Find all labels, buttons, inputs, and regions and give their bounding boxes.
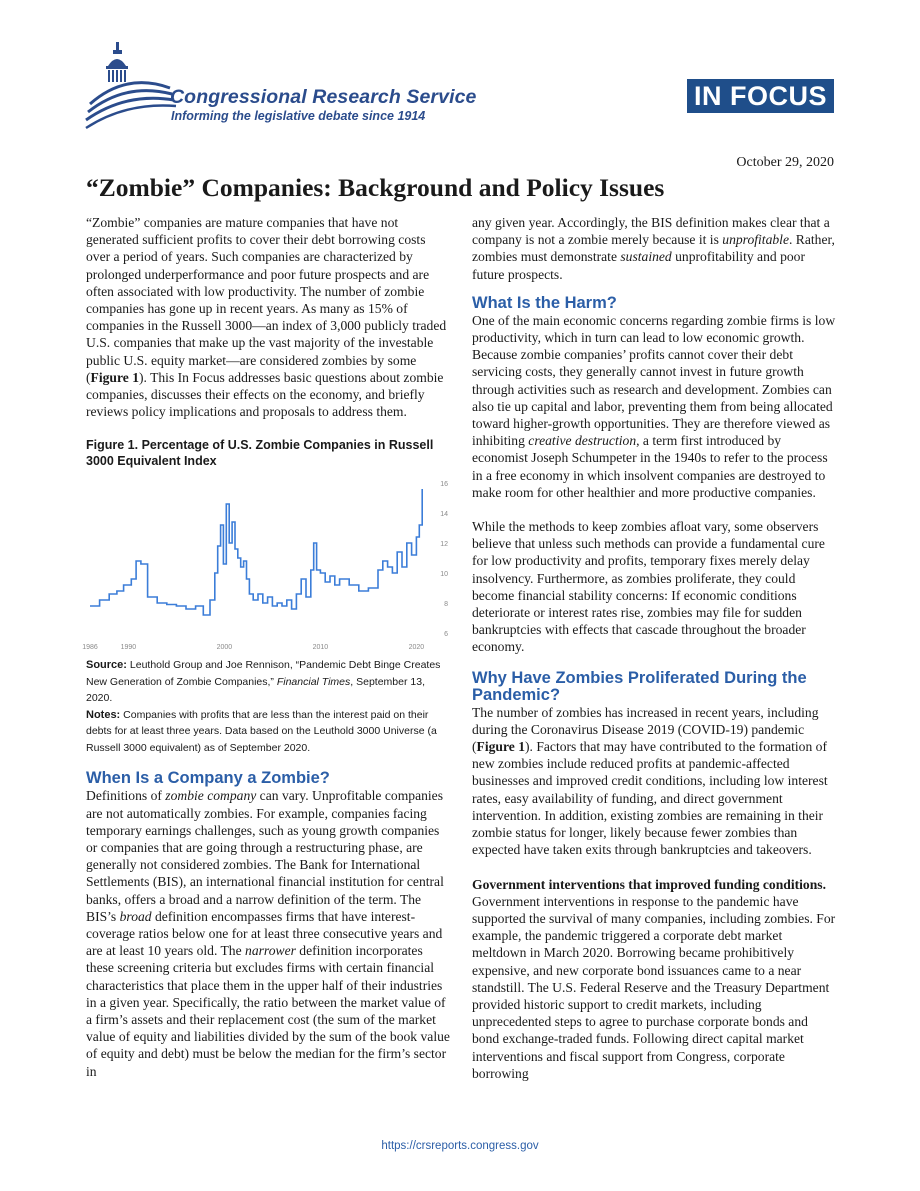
def-text-c: definition encompasses firms that have interest-coverage ratios below one for at least three consecutive years and are at least 10 years old. The [86,908,443,959]
intro-text-b: ). This In Focus addresses basic questions about zombie companies, discusses their effects on the economy, and briefly reviews policy implications and proposals to address them. [86,369,444,420]
intro-paragraph [86,214,451,420]
def-text-b: can vary. Unprofitable companies are not automatically zombies. For example, companies facing temporary earnings challenges, such as young growth companies or companies that are going through a restructuring phase, are generally not considered zombies. The Bank for International Settlements (BIS), an international financial institution for central banks, offers a broad and a narrow definition of the term. The BIS’s [86,788,444,924]
source-text-b: , September 13, 2020. [86,675,425,705]
definition-paragraph [86,787,451,1079]
why-figure-ref: Figure 1 [476,739,525,755]
figure-title: Figure 1. Percentage of U.S. Zombie Companies in Russell 3000 Equivalent Index [86,438,434,469]
cont-em-2: sustained [620,249,672,265]
harm-text-a: One of the main economic concerns regarding zombie firms is low productivity, which in turn can lead to low economic growth. Because zombie companies’ profits cannot cover their debt servicing costs, they generally cannot invest in future growth through activities such as research and development. Zombies can also tie up capital and labor, preventing them from being allocated toward higher-growth opportunities. They are therefore viewed as inhibiting [472,312,836,449]
cont-text-c: unprofitability and poor future prospects. [472,249,806,282]
cont-em-1: unprofitable [722,232,789,248]
source-publication: Financial Times [276,675,351,688]
figure-notes [86,707,451,757]
cont-text-b: . Rather, zombies must demonstrate [472,232,835,265]
def-em-3: narrower [245,943,296,959]
y-tick-label: 8 [444,601,448,609]
government-paragraph [472,876,837,1082]
zombie-line-chart [82,475,451,653]
zombie-chart [82,475,451,653]
harm-paragraph-1 [472,312,837,501]
intro-text-a: “Zombie” companies are mature companies that have not generated sufficient profits to cover their debt borrowing costs over a period of years. Such companies are characterized by prolonged underperformance and poor future prospects and are often associated with low productivity. The number of zombie companies has gone up in recent years. As many as 15% of companies in the Russell 3000—an index of 3,000 publicly traded U.S. companies that make up the vast majority of the investable public U.S. equity market—are considered zombies by some ( [86,215,447,385]
why-paragraph [472,704,837,859]
org-tagline: Informing the legislative debate since 1914 [171,109,426,123]
y-tick-label: 16 [440,481,448,489]
harm-paragraph-2: While the methods to keep zombies afloat vary, some observers believe that unless such methods can provide a fundamental cure for low productivity and profits, temporary fixes merely delay insolvency. Furthermore, as zombies proliferate, they could become financial stability concerns: If economic conditions deteriorate or interest rates rise, zombies may file for sudden bankruptcies with effects that cascade throughout the broader economy. [472,519,825,655]
source-text-a: Leuthold Group and Joe Rennison, “Pandemic Debt Binge Creates New Generation of Zombie Companies,” [86,659,441,688]
x-tick-label: 1990 [120,644,137,652]
def-text-a: Definitions of [86,788,166,804]
y-tick-label: 14 [440,511,448,519]
page-title: “Zombie” Companies: Background and Policy Issues [86,173,665,202]
harm-em: creative destruction [528,433,637,449]
def-em-1: zombie company [165,788,257,804]
why-text-a: The number of zombies has increased in recent years, including during the Coronavirus Disease 2019 (COVID-19) pandemic ( [472,704,819,755]
harm-text-b: , a term first introduced by economist Joseph Schumpeter in the 1940s to refer to the process in a free economy in which insolvent companies are destroyed to make room for other healthier and more productive companies. [472,433,828,500]
government-text: Government interventions in response to the pandemic have supported the survival of many companies, including zombies. For example, the pandemic triggered a corporate debt market meltdown in March 2020. Borrowing became prohibitively expensive, and new corporate bond issuances came to a near standstill. The U.S. Federal Reserve and the Treasury Department provided historic support to credit markets, including unprecedented steps to agree to purchase corporate bonds and bond exchange-traded funds. Following direct capital market interventions and fiscal support from Congress, corporate borrowing [472,893,836,1081]
why-text-b: ). Factors that may have contributed to the formation of new zombies include reduced profits at pandemic-affected businesses and improved credit conditions, including low interest rates, easy availability of funding, and direct government intervention. In addition, existing zombies are remaining in their zombie status for longer, likely because fewer zombies than expected have taken exits through bankruptcies and takeovers. [472,739,828,858]
x-tick-label: 2000 [216,644,233,652]
series-line [90,489,422,615]
left-column [82,214,451,1080]
notes-label: Notes: [86,708,121,721]
in-focus-badge: IN FOCUS [687,79,834,113]
footer-url[interactable]: https://crsreports.congress.gov [381,1140,539,1152]
def-text-d: definition incorporates these screening criteria but excludes firms with certain financial characteristics that place them in the upper half of their industries in a given year. Specifically, the ratio between the market value of a firm’s assets and their replacement cost (the sum of the market value of equity and liabilities divided by the sum of the book value of equity and debt) must be below the median for the firm’s sector in [86,943,450,1079]
figure-ref: Figure 1 [90,369,139,385]
continuation-paragraph [472,214,837,283]
x-tick-label: 2010 [312,644,329,652]
y-tick-label: 10 [440,571,448,579]
source-label: Source: [86,659,127,672]
section-heading-when-zombie: When Is a Company a Zombie? [86,769,330,788]
x-tick-label: 2020 [408,644,425,652]
crs-logo [86,42,496,132]
x-tick-label: 1986 [82,644,98,652]
right-column [472,214,837,1082]
section-heading-why: Why Have Zombies Proliferated During the Pandemic? [472,668,807,704]
section-heading-harm: What Is the Harm? [472,293,617,312]
y-tick-label: 12 [440,541,448,549]
government-lead: Government interventions that improved funding conditions. [472,876,826,892]
y-tick-label: 6 [444,631,448,639]
publication-date: October 29, 2020 [736,155,834,170]
org-name: Congressional Research Service [170,86,477,108]
figure-source [86,657,451,707]
def-em-2: broad [119,908,152,924]
notes-text: Companies with profits that are less than the interest paid on their debts for at least three years. Data based on the Leuthold 3000 Universe (a Russell 3000 equivalent) as of September 2020. [86,708,437,754]
cont-text-a: any given year. Accordingly, the BIS definition makes clear that a company is not a zombie merely because it is [472,215,830,248]
